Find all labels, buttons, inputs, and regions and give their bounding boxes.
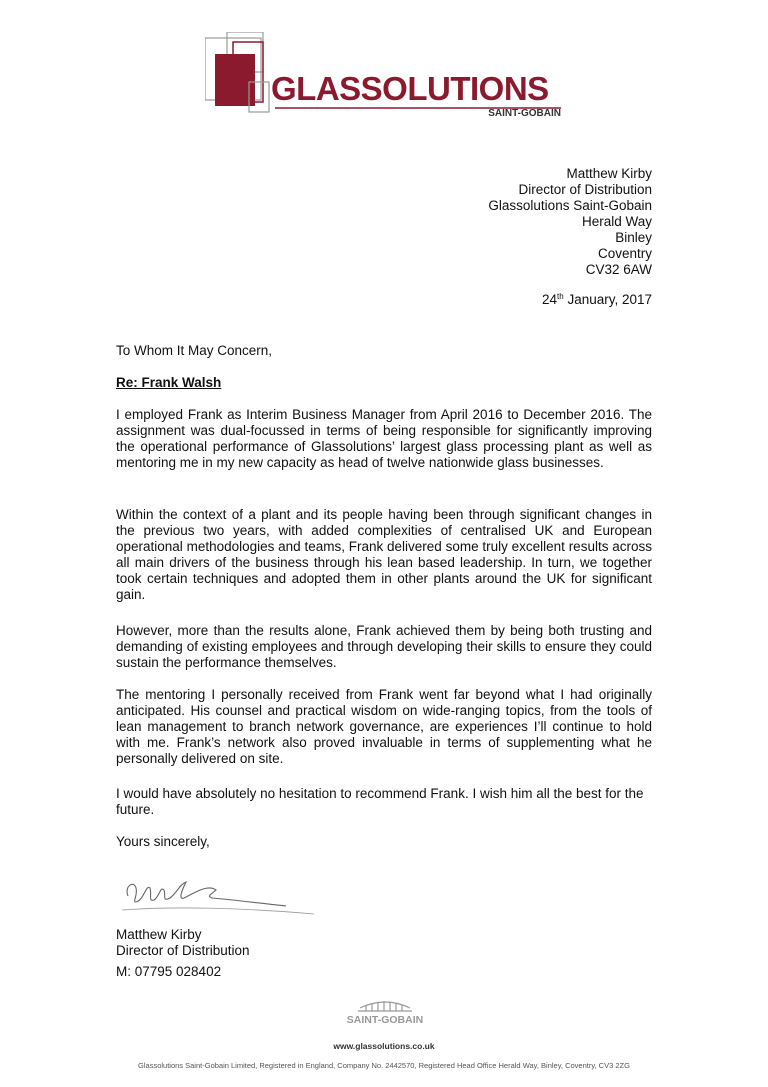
footer-registration: Glassolutions Saint-Gobain Limited, Registered in England, Company No. 2442570, Registered Head Office Herald Way, Binley, Coventry, CV3 2ZG xyxy=(138,1061,630,1070)
logo-brand-text: GLASSOLUTIONS xyxy=(271,70,549,107)
signatory-name: Matthew Kirby xyxy=(116,927,202,942)
sender-company: Glassolutions Saint-Gobain xyxy=(488,198,652,213)
logo-sub-text: SAINT-GOBAIN xyxy=(488,108,561,119)
closing: Yours sincerely, xyxy=(116,834,210,849)
signatory-title: Director of Distribution xyxy=(116,943,250,958)
saint-gobain-logo-text: SAINT-GOBAIN xyxy=(346,1014,424,1026)
sender-address xyxy=(488,166,652,278)
paragraph-1: I employed Frank as Interim Business Manager from April 2016 to December 2016. The assignment was dual-focussed in terms of being responsible for significantly improving the operational performance of Glassolutions’ largest glass processing plant as well as mentoring me in my new capacity as head of twelve nationwide glass businesses. xyxy=(116,407,652,470)
signature xyxy=(116,862,326,922)
sender-postcode: CV32 6AW xyxy=(585,262,652,277)
paragraph-4: The mentoring I personally received from Frank went far beyond what I had originally anticipated. His counsel and practical wisdom on wide-ranging topics, from the tools of lean management to branch network governance, are experiences I’ll continue to hold with me. Frank’s network also proved invaluable in terms of supplementing what he personally delivered on site. xyxy=(116,687,652,766)
footer-website[interactable]: www.glassolutions.co.uk xyxy=(333,1041,435,1051)
sender-title: Director of Distribution xyxy=(518,182,652,197)
paragraph-3: However, more than the results alone, Frank achieved them by being both trusting and demanding of existing employees and through developing their skills to ensure they could sustain the performance themselves. xyxy=(116,623,652,670)
saint-gobain-logo xyxy=(338,996,432,1026)
sender-city: Coventry xyxy=(597,246,652,261)
glassolutions-logo xyxy=(205,32,565,122)
sender-area: Binley xyxy=(615,230,652,245)
sender-name: Matthew Kirby xyxy=(566,166,652,181)
subject-line: Re: Frank Walsh xyxy=(116,375,222,390)
salutation: To Whom It May Concern, xyxy=(116,343,273,358)
paragraph-2: Within the context of a plant and its people having been through significant changes in the previous two years, with added complexities of centralised UK and European operational methodologies and teams, Frank delivered some truly excellent results across all main drivers of the business through his lean based leadership. In turn, we together took certain techniques and adopted them in other plants around the UK for significant gain. xyxy=(116,507,652,602)
paragraph-5: I would have absolutely no hesitation to recommend Frank. I wish him all the best for the future. xyxy=(116,786,644,817)
signatory-mobile: M: 07795 028402 xyxy=(116,964,222,979)
letter-date: 24th January, 2017 xyxy=(541,292,652,307)
sender-street: Herald Way xyxy=(581,214,652,229)
